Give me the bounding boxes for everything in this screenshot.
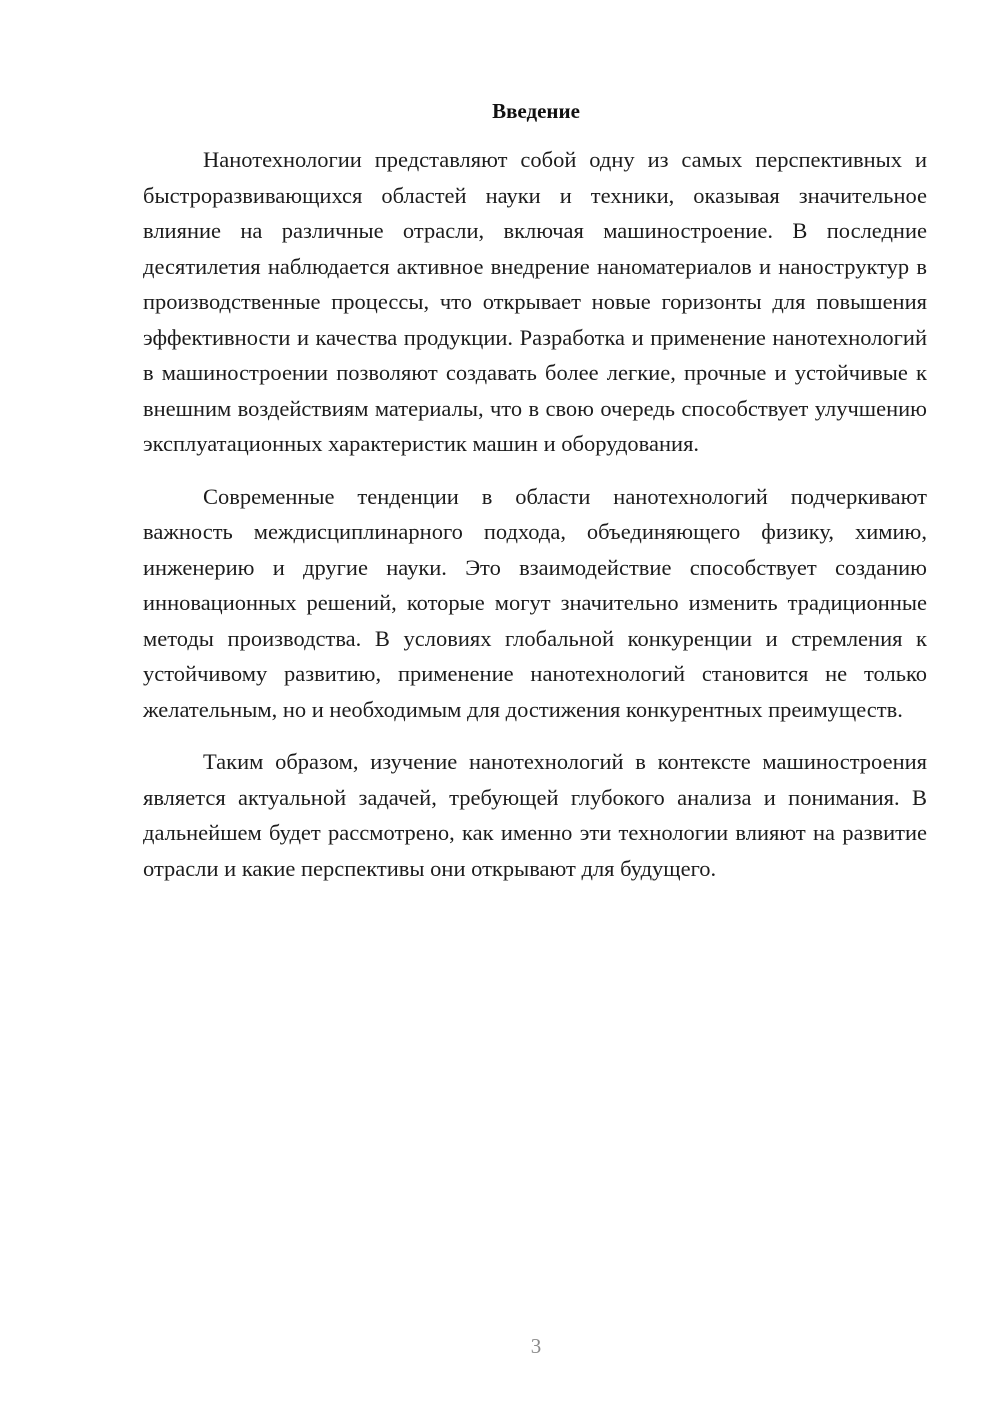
- paragraph-2: Современные тенденции в области нанотехнологий подчеркивают важность междисциплинарного подхода, объединяющего физику, химию, инженерию и другие науки. Это взаимодействие способствует созданию инновационных решений, которые могут значительно изменить традиционные методы производства. В условиях глобальной конкуренции и стремления к устойчивому развитию, применение нанотехнологий становится не только желательным, но и необходимым для достижения конкурентных преимуществ.: [143, 483, 927, 722]
- paragraph-1: Нанотехнологии представляют собой одну из самых перспективных и быстроразвивающихся областей науки и техники, оказывая значительное влияние на различные отрасли, включая машиностроение. В последние десятилетия наблюдается активное внедрение наноматериалов и наноструктур в производственные процессы, что открывает новые горизонты для повышения эффективности и качества продукции. Разработка и применение нанотехнологий в машиностроении позволяют создавать более легкие, прочные и устойчивые к внешним воздействиям материалы, что в свою очередь способствует улучшению эксплуатационных характеристик машин и оборудования.: [143, 147, 927, 456]
- paragraph-3: Таким образом, изучение нанотехнологий в контексте машиностроения является актуальной задачей, требующей глубокого анализа и понимания. В дальнейшем будет рассмотрено, как именно эти технологии влияют на развитие отрасли и какие перспективы они открывают для будущего.: [143, 749, 927, 881]
- page-number: 3: [530, 1334, 542, 1358]
- section-title: Введение: [492, 99, 580, 123]
- body-text: [143, 142, 927, 886]
